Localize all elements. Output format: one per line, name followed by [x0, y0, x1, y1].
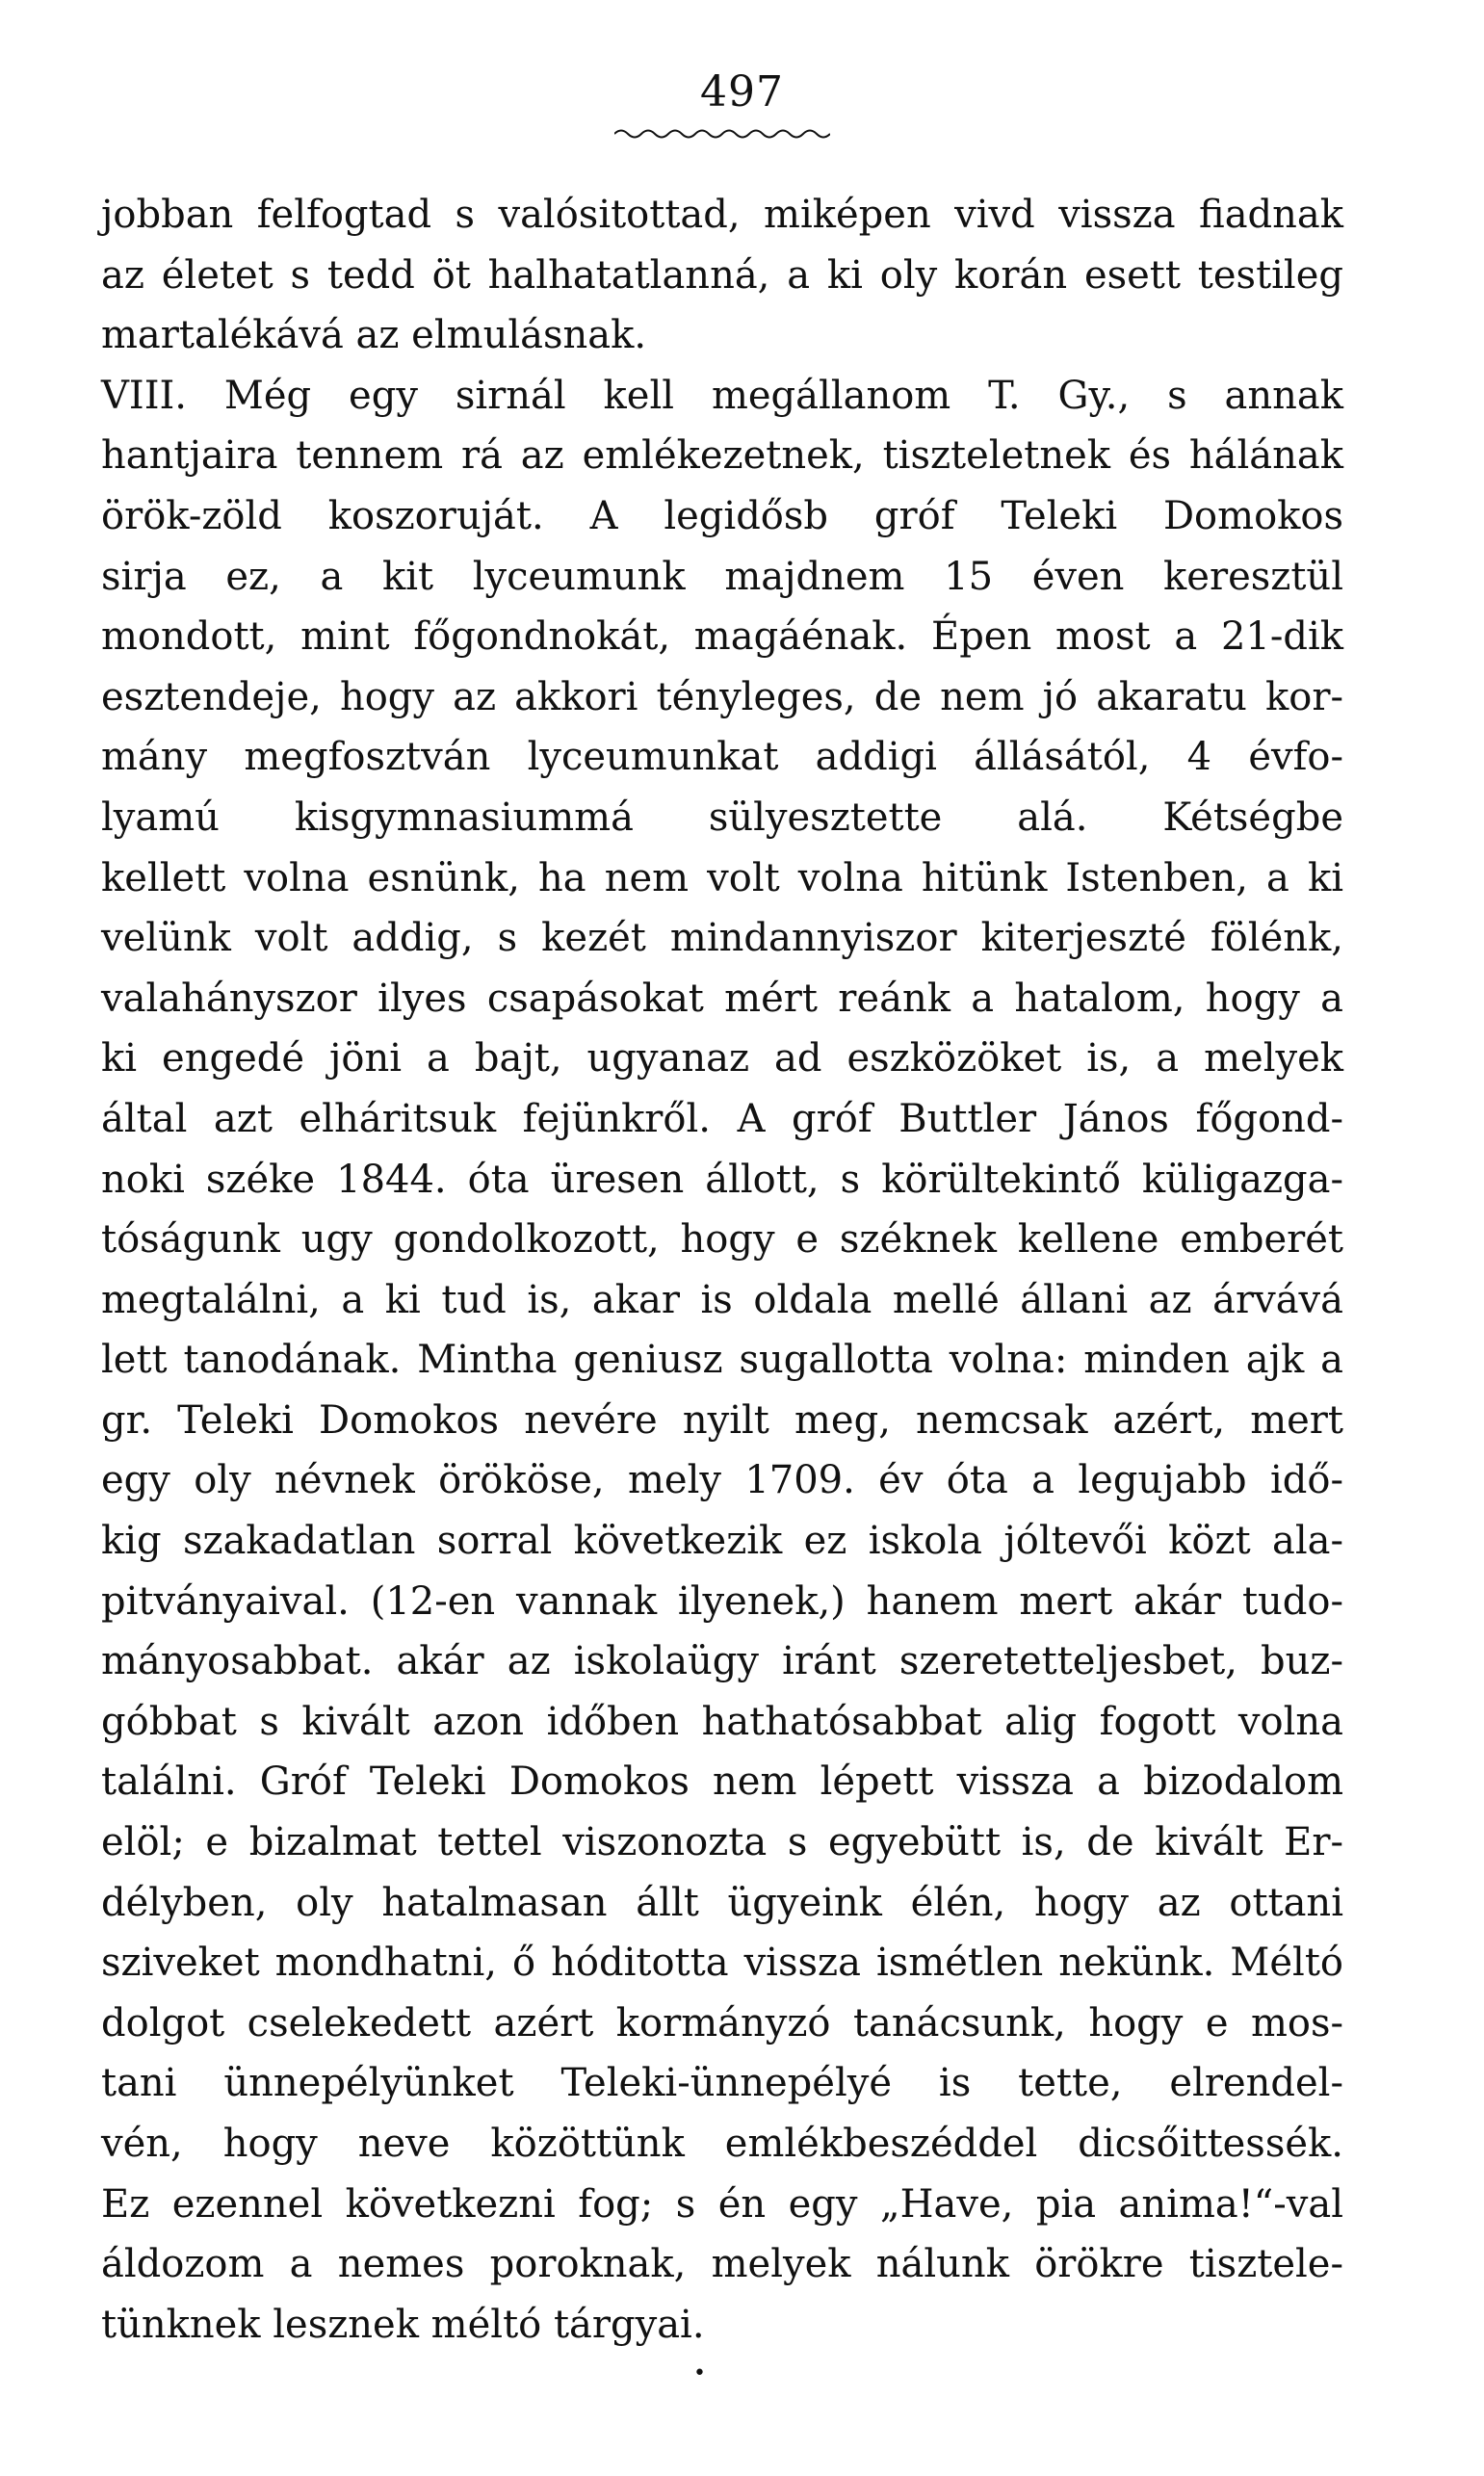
text-line: tani ünnepélyünket Teleki-ünnepélyé is tette, elrendel- [101, 2061, 1343, 2106]
text-line: dolgot cselekedett azért kormányzó tanácsunk, hogy e mos- [101, 2000, 1343, 2046]
text-line: hantjaira tennem rá az emlékezetnek, tiszteletnek és hálának [101, 433, 1343, 479]
text-line: VIII. Még egy sirnál kell megállanom T. Gy., s annak [101, 373, 1343, 418]
text-line: lyamú kisgymnasiummá sülyesztette alá. Kétségbe [101, 795, 1343, 840]
text-line: gr. Teleki Domokos nevére nyilt meg, nemcsak azért, mert [101, 1397, 1343, 1443]
text-line: örök-zöld koszoruját. A legidősb gróf Teleki Domokos [101, 493, 1343, 538]
text-line: noki széke 1844. óta üresen állott, s körültekintő küligazga- [101, 1157, 1343, 1202]
text-line: martalékává az elmulásnak. [101, 313, 647, 358]
body-text [101, 185, 1343, 2355]
text-line: velünk volt addig, s kezét mindannyiszor kiterjeszté fölénk, [101, 916, 1343, 961]
text-line: ki engedé jöni a bajt, ugyanaz ad eszközöket is, a melyek [101, 1036, 1343, 1082]
text-line: tóságunk ugy gondolkozott, hogy e széknek kellene emberét [101, 1217, 1343, 1263]
text-line: esztendeje, hogy az akkori tényleges, de nem jó akaratu kor- [101, 674, 1343, 719]
text-line: megtalálni, a ki tud is, akar is oldala mellé állani az árvává [101, 1277, 1343, 1322]
text-line: valahányszor ilyes csapásokat mért reánk a hatalom, hogy a [101, 976, 1343, 1021]
text-line: elöl; e bizalmat tettel viszonozta s egyebütt is, de kivált Er- [101, 1820, 1343, 1865]
text-line: Ez ezennel következni fog; s én egy „Have, pia anima!“-val [101, 2181, 1343, 2227]
text-line: találni. Gróf Teleki Domokos nem lépett vissza a bizodalom [101, 1759, 1343, 1805]
text-line: vén, hogy neve közöttünk emlékbeszéddel dicsőittessék. [101, 2122, 1343, 2166]
text-line: jobban felfogtad s valósitottad, miképen vivd vissza fiadnak [101, 193, 1343, 237]
text-line: által azt elháritsuk fejünkről. A gróf Buttler János főgond- [101, 1096, 1343, 1141]
text-line: áldozom a nemes poroknak, melyek nálunk örökre tisztele- [101, 2242, 1343, 2287]
text-line: mányosabbat. akár az iskolaügy iránt szeretetteljesbet, buz- [101, 1639, 1343, 1684]
page-number: 497 [700, 67, 784, 117]
text-line: sirja ez, a kit lyceumunk majdnem 15 éven keresztül [101, 554, 1343, 599]
text-line: pitványaival. (12-en vannak ilyenek,) hanem mert akár tudo- [101, 1578, 1343, 1624]
page-number-ornament [614, 127, 830, 141]
text-line: sziveket mondhatni, ő hóditotta vissza ismétlen nekünk. Méltó [101, 1941, 1343, 1986]
text-line: góbbat s kivált azon időben hathatósabbat alig fogott volna [101, 1699, 1343, 1744]
text-line: az életet s tedd öt halhatatlanná, a ki oly korán esett testileg [101, 252, 1343, 298]
text-line: tünknek lesznek méltó tárgyai. [101, 2302, 705, 2347]
text-line: mondott, mint főgondnokát, magáénak. Épen most a 21-dik [101, 614, 1343, 660]
text-line: délyben, oly hatalmasan állt ügyeink élén, hogy az ottani [101, 1880, 1343, 1925]
footer-mark: • [693, 2361, 706, 2385]
text-line: lett tanodának. Mintha geniusz sugallotta volna: minden ajk a [101, 1338, 1343, 1383]
text-line: mány megfosztván lyceumunkat addigi állásától, 4 évfo- [101, 735, 1343, 780]
text-line: egy oly névnek örököse, mely 1709. év óta a legujabb idő- [101, 1458, 1343, 1503]
text-line: kig szakadatlan sorral következik ez iskola jóltevői közt ala- [101, 1519, 1343, 1564]
text-line: kellett volna esnünk, ha nem volt volna hitünk Istenben, a ki [101, 855, 1343, 900]
